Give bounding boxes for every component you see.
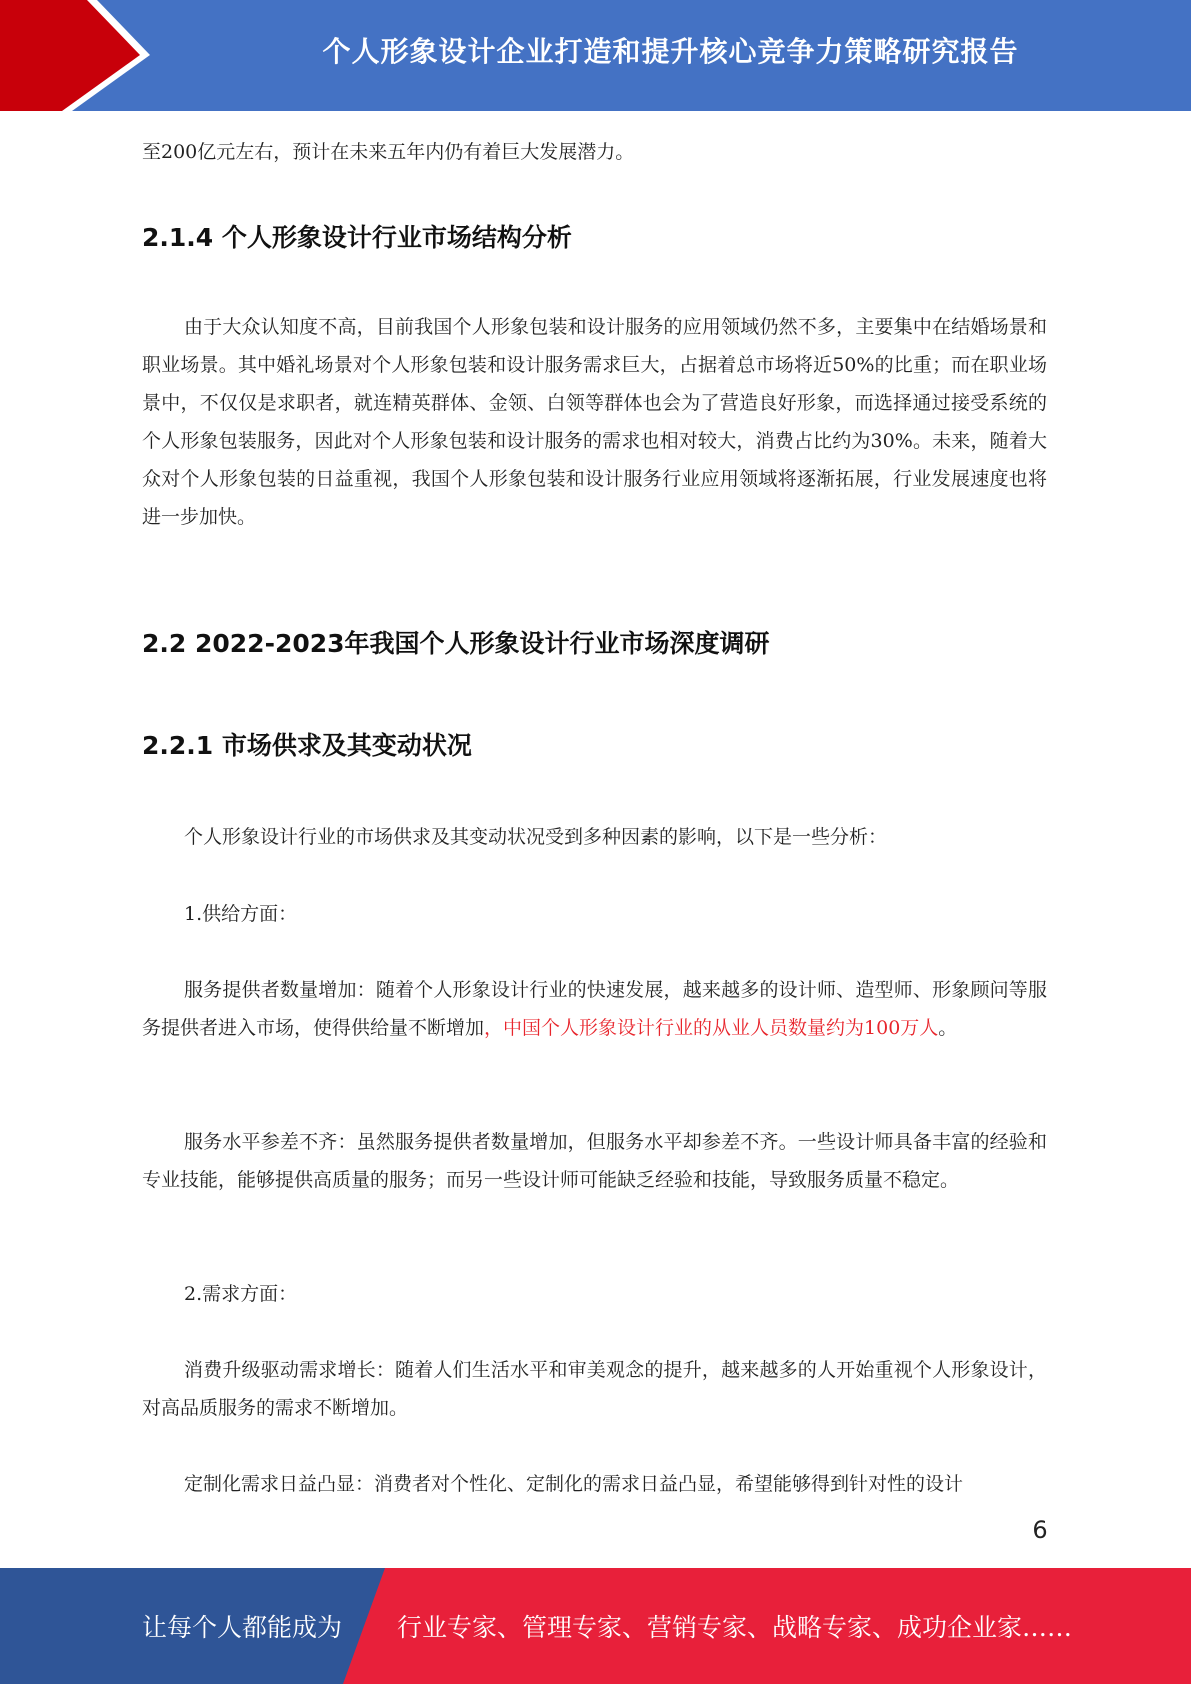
supply-point-1-text: 服务提供者数量增加：随着个人形象设计行业的快速发展，越来越多的设计师、造型师、形象顾问等服务提供者进入市场，使得供给量不断增加 [142,979,1047,1039]
supply-point-1-highlight: ，中国个人形象设计行业的从业人员数量约为100万人 [484,1017,939,1039]
footer-slogan-right: 行业专家、管理专家、营销专家、战略专家、成功企业家…… [397,1613,1073,1642]
intro-paragraph: 至200亿元左右，预计在未来五年内仍有着巨大发展潜力。 [142,141,635,163]
page-footer [0,1568,1191,1684]
demand-point-1: 消费升级驱动需求增长：随着人们生活水平和审美观念的提升，越来越多的人开始重视个人形象设计，对高品质服务的需求不断增加。 [142,1359,1047,1419]
footer-slogan-left: 让每个人都能成为 [142,1613,343,1642]
supply-heading: 1.供给方面： [184,903,298,925]
market-structure-paragraph: 由于大众认知度不高，目前我国个人形象包装和设计服务的应用领域仍然不多，主要集中在结婚场景和职业场景。其中婚礼场景对个人形象包装和设计服务需求巨大，占据着总市场将近50%的比重；而在职业场景中，不仅仅是求职者，就连精英群体、金领、白领等群体也会为了营造良好形象，而选择通过接受系统的个人形象包装服务，因此对个人形象包装和设计服务的需求也相对较大，消费占比约为30%。未来，随着大众对个人形象包装的日益重视，我国个人形象包装和设计服务行业应用领域将逐渐拓展，行业发展速度也将进一步加快。 [142,316,1047,528]
supply-point-1 [142,971,1047,1047]
supply-point-2: 服务水平参差不齐：虽然服务提供者数量增加，但服务水平却参差不齐。一些设计师具备丰富的经验和专业技能，能够提供高质量的服务；而另一些设计师可能缺乏经验和技能，导致服务质量不稳定。 [142,1131,1047,1191]
demand-heading: 2.需求方面： [184,1283,298,1305]
page-number: 6 [1032,1516,1048,1544]
section-heading-2-1-4: 2.1.4 个人形象设计行业市场结构分析 [142,223,572,252]
supply-point-1-end: 。 [938,1017,958,1039]
header-arrow-decoration [0,0,160,111]
report-title: 个人形象设计企业打造和提升核心竞争力策略研究报告 [322,35,1019,68]
section-heading-2-2-1: 2.2.1 市场供求及其变动状况 [142,731,472,760]
section-heading-2-2: 2.2 2022-2023年我国个人形象设计行业市场深度调研 [142,629,770,658]
analysis-intro-paragraph: 个人形象设计行业的市场供求及其变动状况受到多种因素的影响，以下是一些分析： [184,826,888,848]
demand-point-2: 定制化需求日益凸显：消费者对个性化、定制化的需求日益凸显，希望能够得到针对性的设计 [184,1473,964,1495]
page-header [0,0,1191,111]
